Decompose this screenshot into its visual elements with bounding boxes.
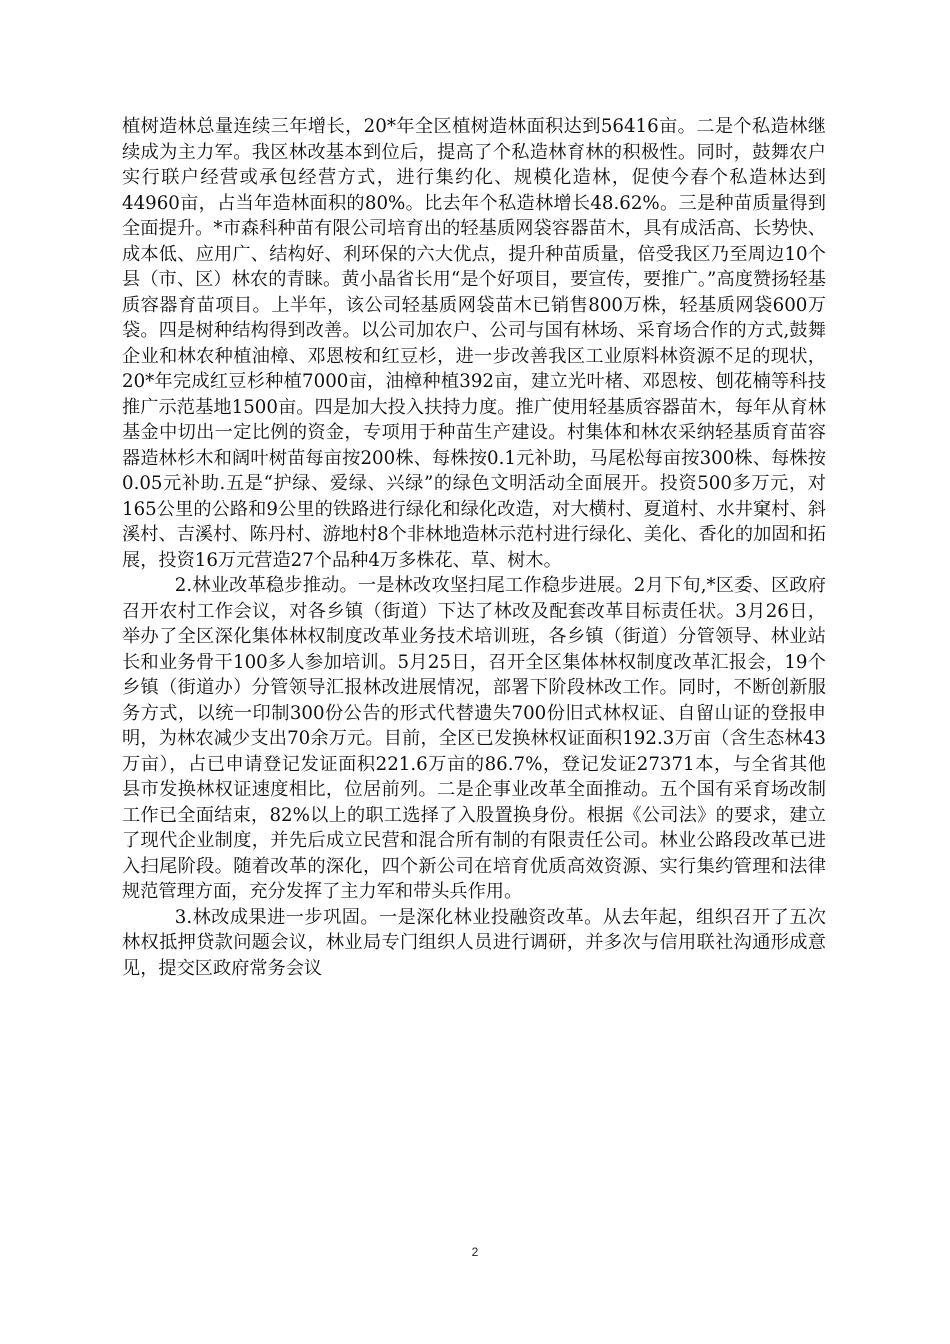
- paragraph-reform-results: 3.林改成果进一步巩固。一是深化林业投融资改革。从去年起，组织召开了五次林权抵押贷款问题会议，林业局专门组织人员进行调研，并多次与信用联社沟通形成意见，提交区政府常务会议: [122, 906, 826, 979]
- paragraph-forestry-reform: 2.林业改革稳步推动。一是林改攻坚扫尾工作稳步进展。2月下旬,*区委、区政府召开农村工作会议，对各乡镇（街道）下达了林改及配套改革目标责任状。3月26日，举办了全区深化集体林权制度改革业务技术培训班，各乡镇（街道）分管领导、林业站长和业务骨干100多人参加培训。5月25日，召开全区集体林权制度改革汇报会，19个乡镇（街道办）分管领导汇报林改进展情况，部署下阶段林改工作。同时，不断创新服务方式，以统一印制300份公告的形式代替遗失700份旧式林权证、自留山证的登报申明，为林农减少支出70余万元。目前，全区已发换林权证面积192.3万亩（含生态林43万亩），占已申请登记发证面积221.6万亩的86.7%，登记发证27371本，与全省其他县市发换林权证速度相比，位居前列。二是企事业改革全面推动。五个国有采育场改制工作已全面结束，82%以上的职工选择了入股置换身份。根据《公司法》的要求，建立了现代企业制度，并先后成立民营和混合所有制的有限责任公司。林业公路段改革已进入扫尾阶段。随着改革的深化，四个新公司在培育优质高效资源、实行集约管理和法律规范管理方面，充分发挥了主力军和带头兵作用。: [122, 575, 826, 902]
- document-body: [122, 114, 826, 981]
- page-number: 2: [471, 1245, 479, 1259]
- paragraph-continued: 植树造林总量连续三年增长，20*年全区植树造林面积达到56416亩。二是个私造林继续成为主力军。我区林改基本到位后，提高了个私造林育林的积极性。同时，鼓舞农户实行联户经营或承包经营方式，进行集约化、规模化造林，促使今春个私造林达到44960亩，占当年造林面积的80%。比去年个私造林增长48.62%。三是种苗质量得到全面提升。*市森科种苗有限公司培育出的轻基质网袋容器苗木，具有成活高、长势快、成本低、应用广、结构好、利环保的六大优点，提升种苗质量，倍受我区乃至周边10个县（市、区）林农的青睐。黄小晶省长用“是个好项目，要宣传，要推广。”高度赞扬轻基质容器育苗项目。上半年，该公司轻基质网袋苗木已销售800万株，轻基质网袋600万袋。四是树种结构得到改善。以公司加农户、公司与国有林场、采育场合作的方式,鼓舞企业和林农种植油樟、邓恩桉和红豆杉，进一步改善我区工业原料林资源不足的现状，20*年完成红豆杉种植7000亩，油樟种植392亩，建立光叶楮、邓恩桉、刨花楠等科技推广示范基地1500亩。四是加大投入扶持力度。推广使用轻基质容器苗木，每年从育林基金中切出一定比例的资金，专项用于种苗生产建设。村集体和林农采纳轻基质育苗容器造林杉木和阔叶树苗每亩按200株、每株按0.1元补助，马尾松每亩按300株、每株按0.05元补助.五是“护绿、爱绿、兴绿”的绿色文明活动全面展开。投资500多万元，对165公里的公路和9公里的铁路进行绿化和绿化改造，对大横村、夏道村、水井窠村、斜溪村、吉溪村、陈丹村、游地村8个非林地造林示范村进行绿化、美化、香化的加固和拓展，投资16万元营造27个品种4万多株花、草、树木。: [122, 116, 826, 571]
